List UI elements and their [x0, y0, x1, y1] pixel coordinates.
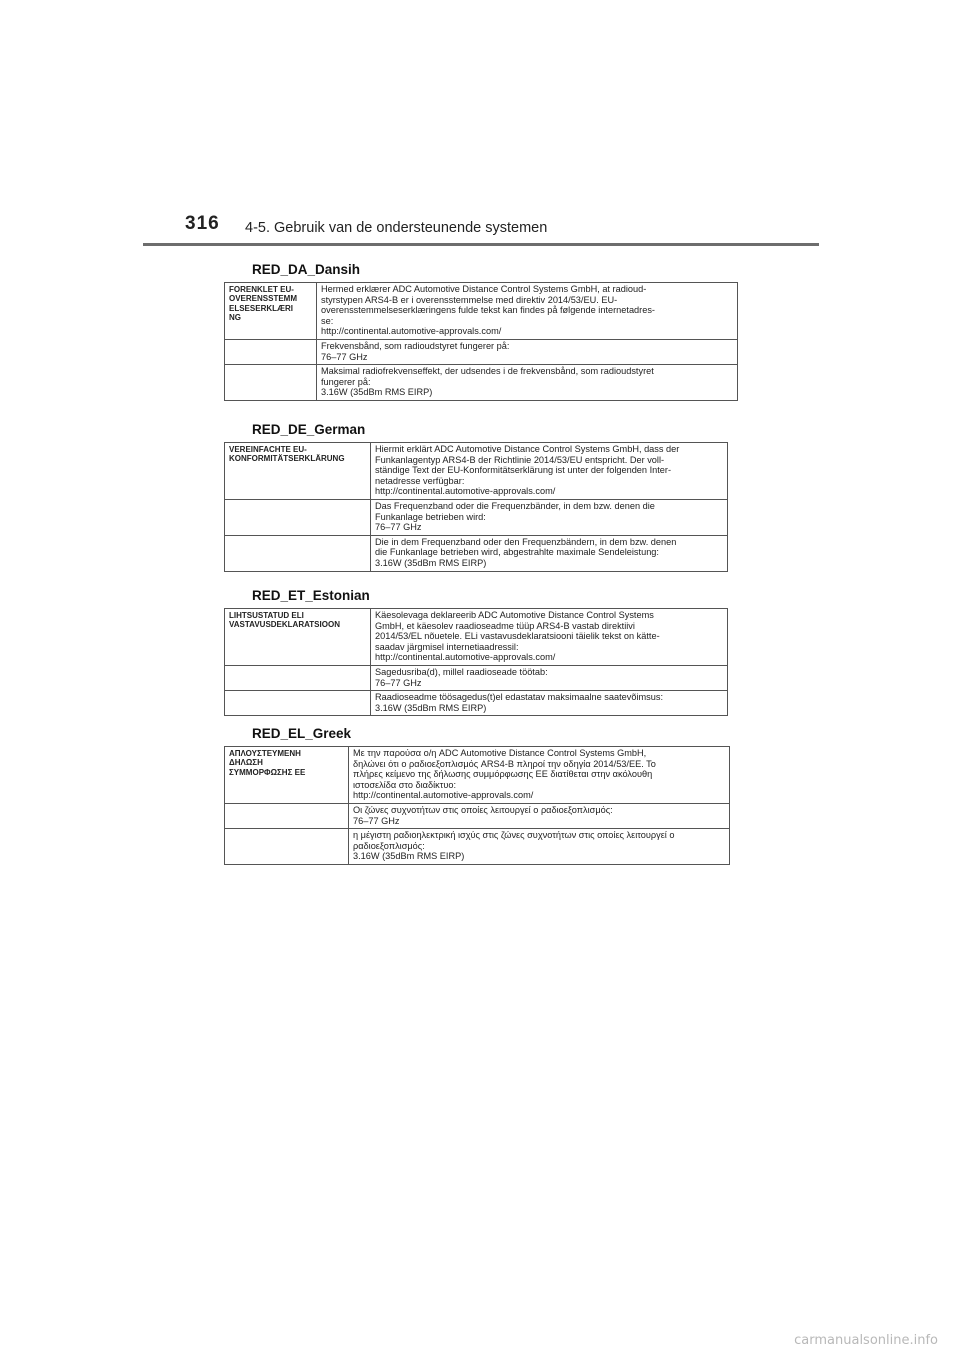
watermark-logo: carmanualsonline.info	[794, 1333, 938, 1348]
row-text-cell	[317, 283, 738, 340]
section-title: RED_ET_Estonian	[252, 588, 370, 603]
label-line: NG	[229, 313, 241, 323]
text-line: Käesolevaga deklareerib ADC Automotive Distance Control Systems	[375, 610, 654, 620]
approval-url[interactable]: http://continental.automotive-approvals.com/	[321, 326, 502, 337]
text-line: Maksimal radiofrekvenseffekt, der udsendes i de frekvensbånd, som radioudstyret	[321, 366, 654, 377]
row-text-cell	[371, 609, 728, 666]
row-label-cell	[225, 829, 349, 865]
section-title: RED_DE_German	[252, 422, 366, 437]
label-line: KONFORMITÄTSERKLÄRUNG	[229, 454, 345, 464]
approval-url[interactable]: http://continental.automotive-approvals.com/	[353, 790, 534, 801]
text-line: Funkanlagentyp ARS4-B der Richtlinie 2014/53/EU entspricht. Der voll-	[375, 454, 665, 465]
declaration-table	[224, 442, 728, 572]
text-line: Με την παρούσα ο/η ADC Automotive Distance Control Systems GmbH,	[353, 748, 647, 758]
text-line: 3.16W (35dBm RMS EIRP)	[321, 387, 433, 398]
row-text-cell	[371, 691, 728, 716]
declaration-table	[224, 608, 728, 716]
label-line: ΑΠΛΟΥΣΤΕΥΜΕΝΗ	[229, 749, 301, 758]
label-line: FORENKLET EU-	[229, 285, 294, 294]
text-line: 2014/53/EL nõuetele. ELi vastavusdeklaratsiooni täielik tekst on kätte-	[375, 631, 660, 642]
label-line: VEREINFACHTE EU-	[229, 445, 307, 454]
row-text-cell	[317, 365, 738, 401]
text-line: 3.16W (35dBm RMS EIRP)	[375, 557, 487, 568]
text-line: 76–77 GHz	[375, 522, 422, 533]
text-line: styrstypen ARS4-B er i overensstemmelse med direktiv 2014/53/EU. EU-	[321, 294, 618, 305]
text-line: GmbH, et käesolev raadioseadme tüüp ARS4-B vastab direktiivi	[375, 620, 635, 631]
text-line: Hermed erklærer ADC Automotive Distance Control Systems GmbH, at radioud-	[321, 284, 647, 294]
text-line: Das Frequenzband oder die Frequenzbänder, in dem bzw. denen die	[375, 500, 655, 511]
row-label-cell	[225, 443, 371, 500]
section-danish	[224, 262, 738, 401]
row-text-cell	[349, 747, 730, 804]
text-line: saadav järgmisel internetiaadressil:	[375, 641, 519, 652]
text-line: netadresse verfügbar:	[375, 475, 465, 486]
text-line: ständige Text der EU-Konformitätserklärung ist unter der folgenden Inter-	[375, 465, 672, 476]
text-line: 76–77 GHz	[321, 351, 368, 362]
table-row	[225, 283, 738, 340]
text-line: Die in dem Frequenzband oder den Frequenzbändern, in dem bzw. denen	[375, 536, 677, 547]
row-label-cell	[225, 747, 349, 804]
text-line: Hiermit erklärt ADC Automotive Distance Control Systems GmbH, dass der	[375, 444, 680, 454]
row-label-cell	[225, 283, 317, 340]
text-line: 76–77 GHz	[375, 677, 422, 688]
label-line: OVERENSSTEMM	[229, 294, 298, 304]
text-line: πλήρες κείμενο της δήλωσης συμμόρφωσης ΕΕ διατίθεται στην ακόλουθη	[353, 769, 653, 780]
row-text-cell	[371, 665, 728, 690]
table-row	[225, 365, 738, 401]
declaration-table	[224, 282, 738, 401]
text-line: overensstemmelseserklæringens fulde tekst kan findes på følgende internetadres-	[321, 305, 655, 316]
row-label-cell	[225, 339, 317, 364]
row-label-cell	[225, 803, 349, 828]
row-label-cell	[225, 535, 371, 571]
table-row	[225, 609, 728, 666]
text-line: die Funkanlage betrieben wird, abgestrahlte maximale Sendeleistung:	[375, 547, 659, 558]
text-line: ιστοσελίδα στο διαδίκτυο:	[353, 779, 457, 790]
chapter-title: 4-5. Gebruik van de ondersteunende systemen	[245, 220, 548, 236]
row-label-cell	[225, 665, 371, 690]
row-text-cell	[317, 339, 738, 364]
text-line: δηλώνει ότι ο ραδιοεξοπλισμός ARS4-B πληροί την οδηγία 2014/53/ΕΕ. Το	[353, 758, 656, 769]
label-line: ELSESERKLÆRI	[229, 303, 294, 313]
row-text-cell	[349, 803, 730, 828]
text-line: Raadioseadme töösagedus(t)el edastatav maksimaalne saatevõimsus:	[375, 692, 664, 703]
text-line: se:	[321, 315, 334, 326]
label-line: ΣΥΜΜΟΡΦΩΣΗΣ ΕΕ	[229, 767, 306, 777]
header-divider	[143, 243, 819, 246]
text-line: 76–77 GHz	[353, 815, 400, 826]
row-label-cell	[225, 499, 371, 535]
row-text-cell	[349, 829, 730, 865]
table-row	[225, 747, 730, 804]
label-line: LIHTSUSTATUD ELI	[229, 611, 304, 620]
row-label-cell	[225, 365, 317, 401]
table-row	[225, 535, 728, 571]
row-text-cell	[371, 443, 728, 500]
table-row	[225, 829, 730, 865]
text-line: η μέγιστη ραδιοηλεκτρική ισχύς στις ζώνες συχνοτήτων στις οποίες λειτουργεί ο	[353, 830, 675, 841]
row-label-cell	[225, 691, 371, 716]
table-row	[225, 443, 728, 500]
approval-url[interactable]: http://continental.automotive-approvals.com/	[375, 486, 556, 497]
row-text-cell	[371, 535, 728, 571]
table-row	[225, 691, 728, 716]
row-label-cell	[225, 609, 371, 666]
table-row	[225, 803, 730, 828]
text-line: 3.16W (35dBm RMS EIRP)	[375, 702, 487, 713]
section-german	[224, 422, 728, 572]
table-row	[225, 339, 738, 364]
section-title: RED_DA_Dansih	[252, 262, 361, 277]
approval-url[interactable]: http://continental.automotive-approvals.com/	[375, 652, 556, 663]
label-line: ΔΗΛΩΣΗ	[229, 758, 263, 768]
page-number: 316	[185, 213, 220, 234]
text-line: Frekvensbånd, som radioudstyret fungerer på:	[321, 340, 510, 351]
text-line: Funkanlage betrieben wird:	[375, 511, 486, 522]
text-line: Sagedusriba(d), millel raadioseade töötab:	[375, 666, 548, 677]
text-line: 3.16W (35dBm RMS EIRP)	[353, 851, 465, 862]
section-title: RED_EL_Greek	[252, 726, 352, 741]
section-estonian	[224, 588, 728, 716]
label-line: VASTAVUSDEKLARATSIOON	[229, 620, 340, 630]
table-row	[225, 665, 728, 690]
declaration-table	[224, 746, 730, 865]
text-line: ραδιοεξοπλισμός:	[353, 840, 425, 851]
row-text-cell	[371, 499, 728, 535]
section-greek	[224, 726, 730, 865]
table-row	[225, 499, 728, 535]
page-header	[0, 0, 960, 250]
text-line: Οι ζώνες συχνοτήτων στις οποίες λειτουργεί ο ραδιοεξοπλισμός:	[353, 804, 613, 815]
text-line: fungerer på:	[321, 376, 371, 387]
